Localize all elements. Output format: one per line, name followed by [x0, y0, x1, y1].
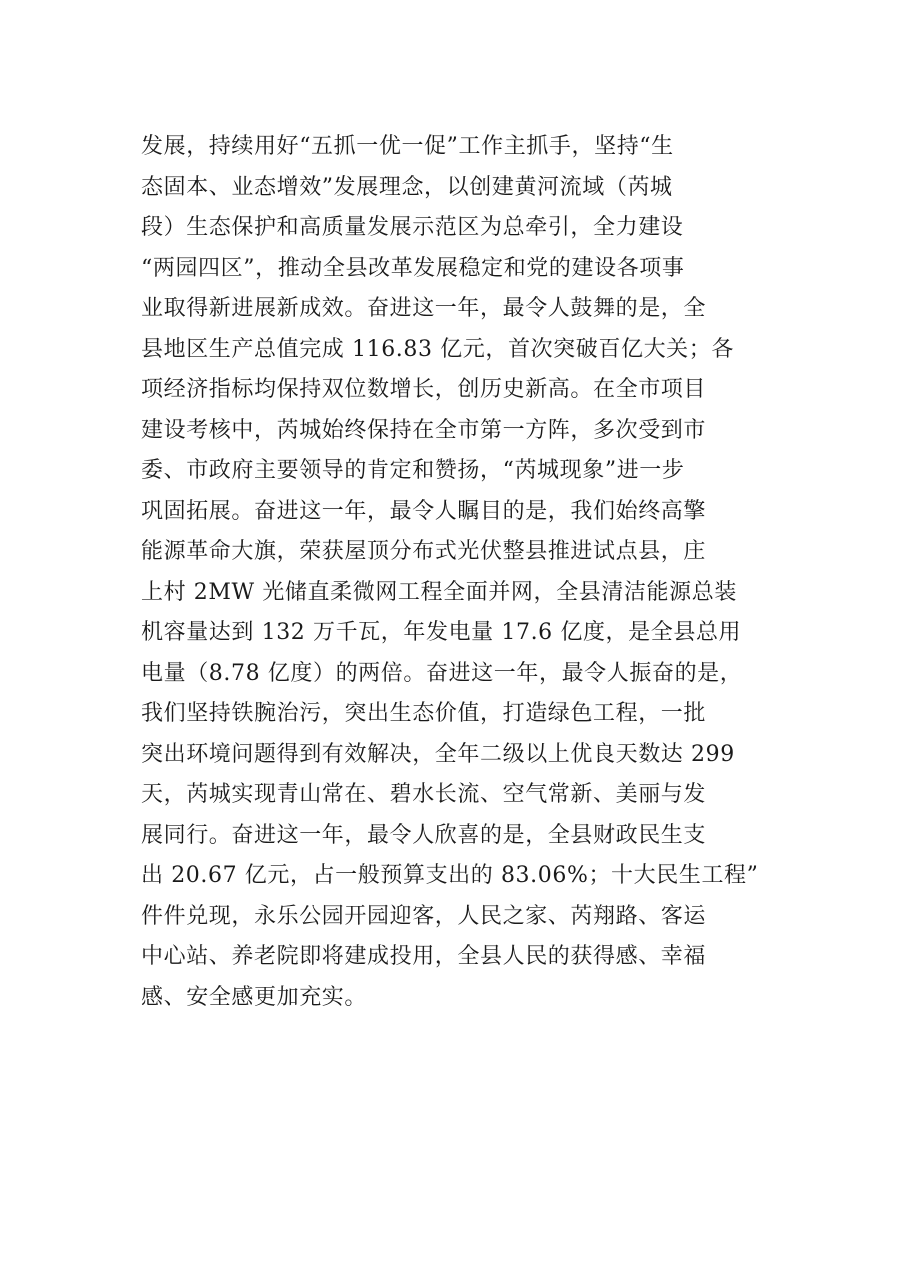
text-line: 项经济指标均保持双位数增长，创历史新高。在全市项目 — [141, 377, 707, 402]
text-line: 发展，持续用好“五抓一优一促”工作主抓手，坚持“生 — [141, 134, 674, 159]
text-line: 巩固拓展。奋进这一年，最令人瞩目的是，我们始终高擎 — [141, 498, 707, 524]
text-line: 委、市政府主要领导的肯定和赞扬，“芮城现象”进一步 — [141, 458, 685, 483]
text-line: 突出环境问题得到有效解决，全年二级以上优良天数达 299 — [141, 741, 735, 767]
text-line: 县地区生产总值完成 116.83 亿元，首次突破百亿大关；各 — [141, 336, 734, 362]
text-line: 建设考核中，芮城始终保持在全市第一方阵，多次受到市 — [141, 417, 707, 443]
text-line: 机容量达到 132 万千瓦，年发电量 17.6 亿度，是全县总用 — [141, 620, 742, 645]
text-line: 我们坚持铁腕治污，突出生态价值，打造绿色工程，一批 — [141, 701, 707, 726]
text-line: 展同行。奋进这一年，最令人欣喜的是，全县财政民生支 — [141, 822, 707, 848]
text-line: 段）生态保护和高质量发展示范区为总牵引，全力建设 — [141, 215, 684, 240]
text-line: 上村 2MW 光储直柔微网工程全面并网，全县清洁能源总装 — [141, 579, 737, 605]
body-paragraph — [141, 127, 781, 1018]
text-line: “两园四区”，推动全县改革发展稳定和党的建设各项事 — [141, 255, 685, 281]
text-line: 出 20.67 亿元，占一般预算支出的 83.06%；十大民生工程” — [141, 863, 759, 888]
text-line: 中心站、养老院即将建成投用，全县人民的获得感、幸福 — [141, 944, 707, 969]
text-line: 态固本、业态增效”发展理念，以创建黄河流域（芮城 — [141, 174, 673, 200]
text-line: 天，芮城实现青山常在、碧水长流、空气常新、美丽与发 — [141, 782, 707, 807]
text-line: 感、安全感更加充实。 — [141, 984, 368, 1010]
text-line: 能源革命大旗，荣获屋顶分布式光伏整县推进试点县，庄 — [141, 539, 707, 564]
text-line: 业取得新进展新成效。奋进这一年，最令人鼓舞的是，全 — [141, 296, 707, 321]
text-line: 件件兑现，永乐公园开园迎客，人民之家、芮翔路、客运 — [141, 903, 707, 929]
text-line: 电量（8.78 亿度）的两倍。奋进这一年，最令人振奋的是， — [141, 660, 743, 686]
